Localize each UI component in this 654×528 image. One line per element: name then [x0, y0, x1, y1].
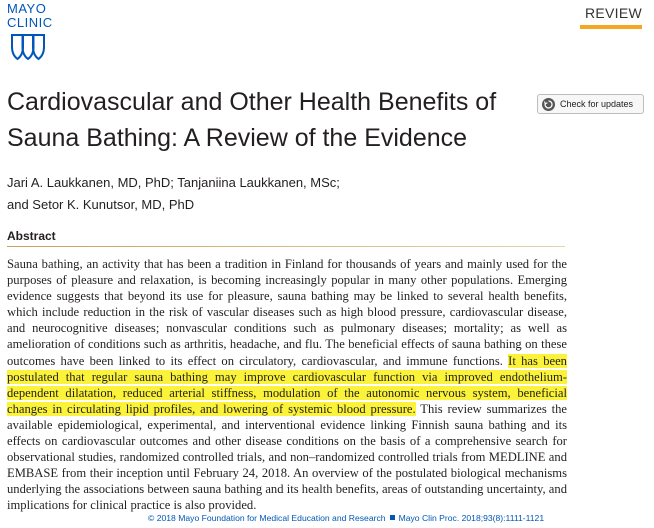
- logo-line-2: CLINIC: [7, 15, 53, 30]
- footer-journal-citation: Mayo Clin Proc. 2018;93(8):1111-1121: [398, 513, 545, 523]
- abstract-text-after: This review summarizes the available epidemiological, experimental, and interventional evidence linking Finnish sauna bathing and its effects on cardiovascular outcomes and other disease conditions on the basis of a comprehensive search for observational studies, randomized controlled trials, and non–randomized controlled trials from MEDLINE and EMBASE from their inception until February 24, 2018. An overview of the postulated biological mechanisms underlying the associations between sauna bathing and its health benefits, areas of outstanding uncertainty, and implications for clinical practice is also provided.: [7, 401, 567, 513]
- abstract-highlighted-text: It has been postulated that regular sauna bathing may improve cardiovascular function via improved endothelium-dependent dilatation, reduced arterial stiffness, modulation of the autonomic nervous system, beneficial changes in circulating lipid profiles, and lowering of systemic blood pressure.: [7, 353, 567, 416]
- footer-copyright: © 2018 Mayo Foundation for Medical Education and Research: [148, 513, 386, 523]
- mayo-clinic-logo: [7, 2, 59, 61]
- footer-separator: [390, 515, 395, 520]
- title-line-2: Sauna Bathing: A Review of the Evidence: [7, 124, 468, 152]
- authors-line-1: Jari A. Laukkanen, MD, PhD; Tanjaniina Laukkanen, MSc;: [7, 175, 340, 190]
- author-list: [7, 172, 507, 216]
- abstract-body: [7, 256, 567, 514]
- abstract-divider: [7, 246, 565, 247]
- abstract-text-before: Sauna bathing, an activity that has been a tradition in Finland for thousands of years and mainly used for the purposes of pleasure and relaxation, is becoming increasingly popular in many other populations. Emerging evidence suggests that beyond its use for pleasure, sauna bathing may be linked to several health benefits, which include reduction in the risk of vascular diseases such as high blood pressure, cardiovascular disease, and neurocognitive diseases; nonvascular conditions such as pulmonary diseases; mortality; as well as amelioration of conditions such as arthritis, headache, and flu. The beneficial effects of sauna bathing on these outcomes have been linked to its effect on circulatory, cardiovascular, and immune functions.: [7, 257, 567, 368]
- check-for-updates-button[interactable]: [537, 94, 644, 114]
- authors-line-2: and Setor K. Kunutsor, MD, PhD: [7, 197, 195, 212]
- logo-line-1: MAYO: [7, 1, 47, 16]
- section-tag-bar: [580, 25, 642, 29]
- article-title: [7, 84, 527, 156]
- footer-citation: [148, 513, 568, 523]
- title-line-1: Cardiovascular and Other Health Benefits of: [7, 88, 497, 116]
- mayo-shield-icon: [10, 33, 46, 61]
- check-updates-label: Check for updates: [560, 99, 634, 109]
- section-tag: REVIEW: [584, 5, 642, 21]
- abstract-heading: Abstract: [7, 229, 56, 243]
- check-updates-icon: [542, 98, 555, 111]
